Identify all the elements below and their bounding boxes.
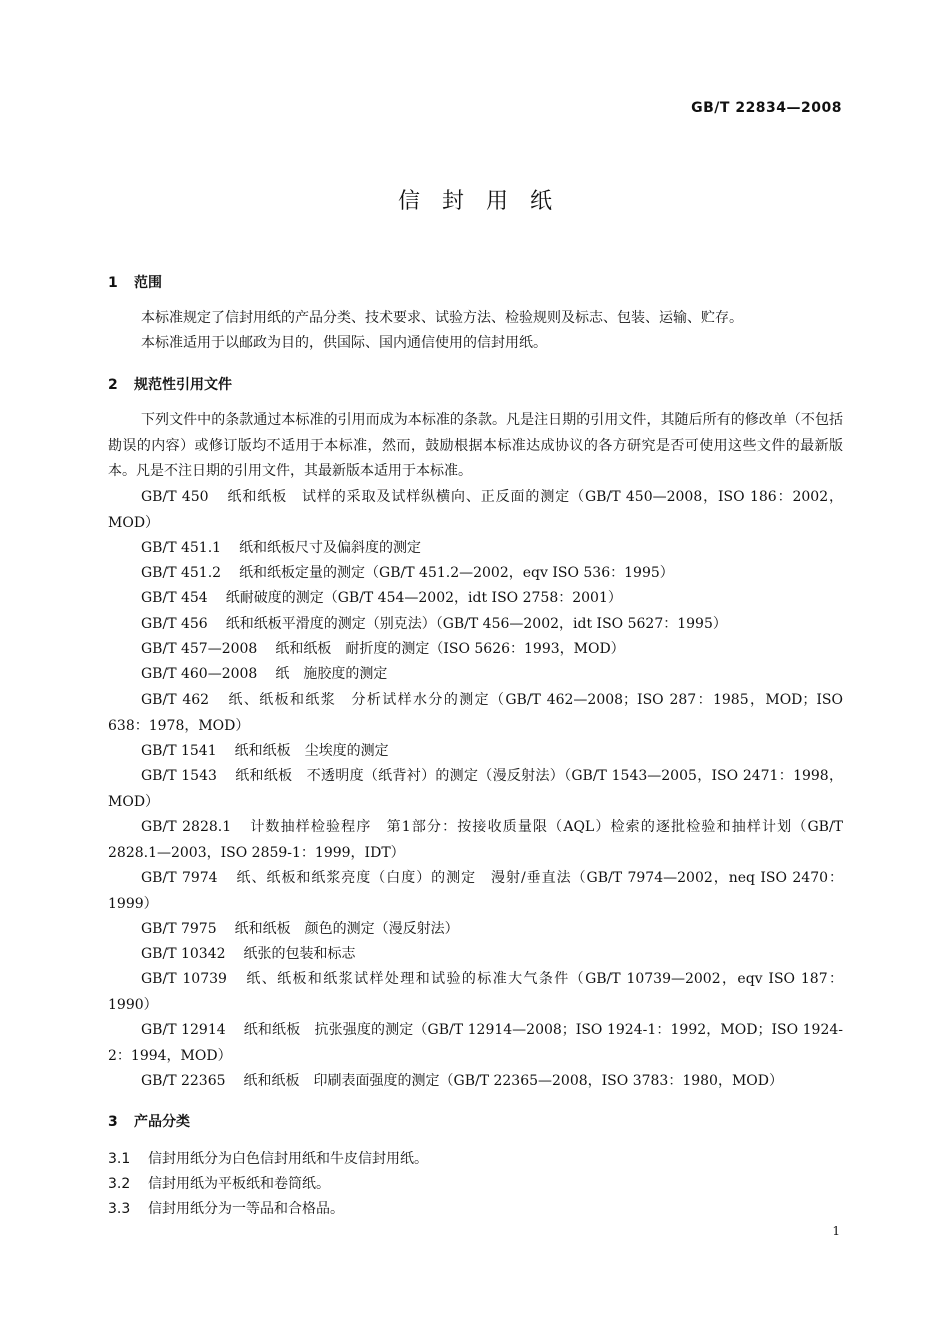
reference-item — [108, 942, 843, 968]
reference-code: GB/T 451.1 — [141, 540, 222, 556]
section-title: 范围 — [134, 275, 162, 291]
clause-text: 信封用纸分为一等品和合格品。 — [148, 1201, 344, 1217]
standard-number: GB/T 22834—2008 — [691, 100, 842, 116]
section-3-heading — [108, 1111, 190, 1131]
reference-item — [108, 561, 843, 587]
reference-item — [108, 662, 843, 688]
reference-item — [108, 485, 843, 536]
reference-code: GB/T 10342 — [141, 946, 226, 962]
reference-text: 纸和纸板 印刷表面强度的测定（GB/T 22365—2008，ISO 3783：1980，MOD） — [243, 1073, 783, 1089]
reference-text: 纸和纸板 试样的采取及试样纵横向、正反面的测定（GB/T 450—2008，ISO 186：2002，MOD） — [108, 489, 844, 531]
reference-text: 纸和纸板 不透明度（纸背衬）的测定（漫反射法）（GB/T 1543—2005，ISO 2471：1998，MOD） — [108, 768, 843, 810]
scope-paragraph-1: 本标准规定了信封用纸的产品分类、技术要求、试验方法、检验规则及标志、包装、运输、贮存。 — [141, 310, 743, 326]
reference-text: 纸和纸板 尘埃度的测定 — [234, 743, 389, 759]
reference-code: GB/T 457—2008 — [141, 641, 258, 657]
page-number: 1 — [832, 1224, 840, 1238]
reference-text: 计数抽样检验程序 第1部分：按接收质量限（AQL）检索的逐批检验和抽样计划（GB/T 2828.1—2003，ISO 2859-1：1999，IDT） — [108, 819, 843, 861]
reference-item — [108, 612, 843, 638]
section-2-heading — [108, 374, 232, 394]
document-title: 信封用纸 — [397, 189, 574, 214]
reference-code: GB/T 22365 — [141, 1073, 226, 1089]
clause-text: 信封用纸为平板纸和卷筒纸。 — [148, 1176, 330, 1192]
reference-item — [108, 917, 843, 943]
reference-text: 纸和纸板 抗张强度的测定（GB/T 12914—2008；ISO 1924-1：1992，MOD；ISO 1924-2：1994，MOD） — [108, 1022, 844, 1064]
reference-text: 纸和纸板平滑度的测定（别克法）（GB/T 456—2002，idt ISO 5627：1995） — [225, 616, 727, 632]
reference-item — [108, 866, 843, 917]
reference-code: GB/T 10739 — [141, 971, 227, 987]
reference-code: GB/T 454 — [141, 590, 208, 606]
reference-item — [108, 586, 843, 612]
reference-code: GB/T 462 — [141, 692, 210, 708]
clause-item — [108, 1148, 428, 1168]
reference-item — [108, 637, 843, 663]
reference-code: GB/T 7975 — [141, 921, 217, 937]
reference-text: 纸 施胶度的测定 — [275, 666, 388, 682]
reference-text: 纸耐破度的测定（GB/T 454—2002，idt ISO 2758：2001） — [225, 590, 622, 606]
reference-item — [108, 1018, 843, 1069]
section-1-heading — [108, 272, 162, 292]
reference-code: GB/T 1543 — [141, 768, 217, 784]
clause-number: 3.2 — [108, 1176, 131, 1192]
clause-item — [108, 1173, 330, 1193]
reference-item — [108, 739, 843, 765]
reference-code: GB/T 451.2 — [141, 565, 222, 581]
clause-number: 3.1 — [108, 1151, 131, 1167]
reference-code: GB/T 456 — [141, 616, 208, 632]
reference-code: GB/T 1541 — [141, 743, 217, 759]
reference-item — [108, 815, 843, 866]
reference-code: GB/T 450 — [141, 489, 209, 505]
reference-text: 纸和纸板定量的测定（GB/T 451.2—2002，eqv ISO 536：1995） — [239, 565, 674, 581]
reference-text: 纸和纸板 耐折度的测定（ISO 5626：1993，MOD） — [275, 641, 625, 657]
section-title: 产品分类 — [134, 1114, 190, 1130]
reference-text: 纸、纸板和纸浆 分析试样水分的测定（GB/T 462—2008；ISO 287：1985，MOD；ISO 638：1978，MOD） — [108, 692, 843, 734]
reference-item — [108, 764, 843, 815]
section-number: 2 — [108, 377, 118, 393]
section-title: 规范性引用文件 — [134, 377, 232, 393]
reference-code: GB/T 460—2008 — [141, 666, 258, 682]
reference-text: 纸和纸板 颜色的测定（漫反射法） — [234, 921, 459, 937]
references-intro: 下列文件中的条款通过本标准的引用而成为本标准的条款。凡是注日期的引用文件，其随后所有的修改单（不包括勘误的内容）或修订版均不适用于本标准，然而，鼓励根据本标准达成协议的各方研究是否可使用这些文件的最新版本。凡是不注日期的引用文件，其最新版本适用于本标准。 — [108, 412, 843, 479]
reference-code: GB/T 7974 — [141, 870, 218, 886]
clause-text: 信封用纸分为白色信封用纸和牛皮信封用纸。 — [148, 1151, 428, 1167]
reference-item — [108, 967, 843, 1018]
reference-text: 纸、纸板和纸浆亮度（白度）的测定 漫射/垂直法（GB/T 7974—2002，neq ISO 2470：1999） — [108, 870, 843, 912]
section-number: 3 — [108, 1114, 118, 1130]
section-number: 1 — [108, 275, 118, 291]
reference-text: 纸、纸板和纸浆试样处理和试验的标准大气条件（GB/T 10739—2002，eqv ISO 187：1990） — [108, 971, 843, 1013]
reference-item — [108, 688, 843, 739]
scope-paragraph-2: 本标准适用于以邮政为目的，供国际、国内通信使用的信封用纸。 — [141, 335, 547, 351]
reference-text: 纸和纸板尺寸及偏斜度的测定 — [239, 540, 422, 556]
reference-text: 纸张的包装和标志 — [243, 946, 356, 962]
clause-item — [108, 1198, 344, 1218]
reference-code: GB/T 12914 — [141, 1022, 226, 1038]
clause-number: 3.3 — [108, 1201, 131, 1217]
reference-code: GB/T 2828.1 — [141, 819, 232, 835]
reference-item — [108, 536, 843, 562]
reference-item — [108, 1069, 843, 1095]
